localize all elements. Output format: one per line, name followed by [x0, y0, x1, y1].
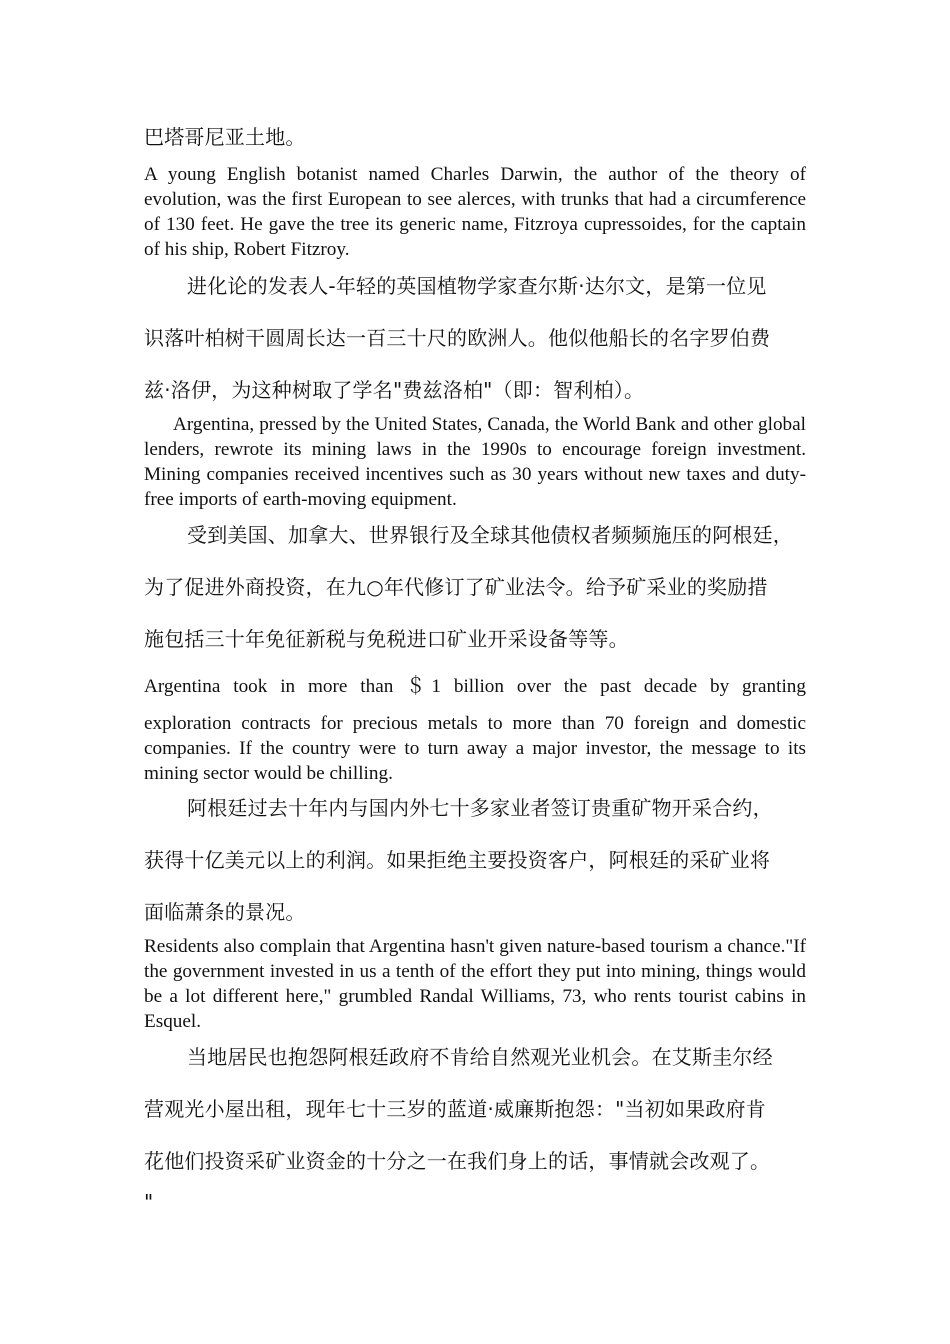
zh-paragraph-tourism	[144, 1031, 808, 1217]
zh-line: 识落叶柏树干圆周长达一百三十尺的欧洲人。他似他船长的名字罗伯费	[144, 326, 771, 350]
zh-line: 当地居民也抱怨阿根廷政府不肯给自然观光业机会。在艾斯圭尔经	[187, 1045, 773, 1069]
zh-paragraph-billion	[144, 782, 808, 938]
zh-intro-tail	[144, 111, 808, 163]
zh-paragraph-darwin	[144, 260, 808, 416]
zh-line: 阿根廷过去十年内与国内外七十多家业者签订贵重矿物开采合约，	[187, 796, 773, 820]
zh-line: 巴塔哥尼亚土地。	[144, 125, 306, 149]
zh-line: 兹·洛伊，为这种树取了学名"费兹洛柏"（即：智利柏）。	[144, 378, 645, 402]
zh-line: 面临萧条的景况。	[144, 900, 306, 924]
zh-line: "	[144, 1190, 154, 1214]
zh-line: 营观光小屋出租，现年七十三岁的蓝道·威廉斯抱怨："当初如果政府肯	[144, 1097, 766, 1121]
en-paragraph-laws: Argentina, pressed by the United States, Canada, the World Bank and other global lenders, rewrote its mining laws in the 1990s to encourage foreign investment. Mining companies received incentives such as 30 years without new taxes and duty-free imports of earth-moving equipment.	[144, 414, 806, 510]
en-paragraph-tourism: Residents also complain that Argentina hasn't given nature-based tourism a chance."If the government invested in us a tenth of the effort they put into mining, things would be a lot different here," grumbled Randal Williams, 73, who rents tourist cabins in Esquel.	[144, 936, 806, 1032]
zh-line: 获得十亿美元以上的利润。如果拒绝主要投资客户，阿根廷的采矿业将	[144, 848, 771, 872]
en-paragraph-billion	[144, 674, 806, 786]
zh-line: 进化论的发表人-年轻的英国植物学家查尔斯·达尔文，是第一位见	[187, 274, 767, 298]
en-line-rest: exploration contracts for precious metals to more than 70 foreign and domestic companies. If the country were to turn away a major investor, the message to its mining sector would be chilling.	[144, 713, 806, 784]
zh-line: 花他们投资采矿业资金的十分之一在我们身上的话，事情就会改观了。	[144, 1149, 771, 1173]
zh-line: 为了促进外商投资，在九○年代修订了矿业法令。给予矿采业的奖励措	[144, 575, 768, 599]
zh-paragraph-laws	[144, 509, 808, 665]
zh-line: 受到美国、加拿大、世界银行及全球其他债权者频频施压的阿根廷，	[187, 523, 793, 547]
zh-line: 施包括三十年免征新税与免税进口矿业开采设备等等。	[144, 627, 629, 651]
en-paragraph-darwin: A young English botanist named Charles Darwin, the author of the theory of evolution, was the first European to see alerces, with trunks that had a circumference of 130 feet. He gave the tree its generic name, Fitzroya cupressoides, for the captain of his ship, Robert Fitzroy.	[144, 164, 806, 260]
en-line-first: Argentina took in more than ＄1 billion over the past decade by granting	[144, 676, 806, 697]
